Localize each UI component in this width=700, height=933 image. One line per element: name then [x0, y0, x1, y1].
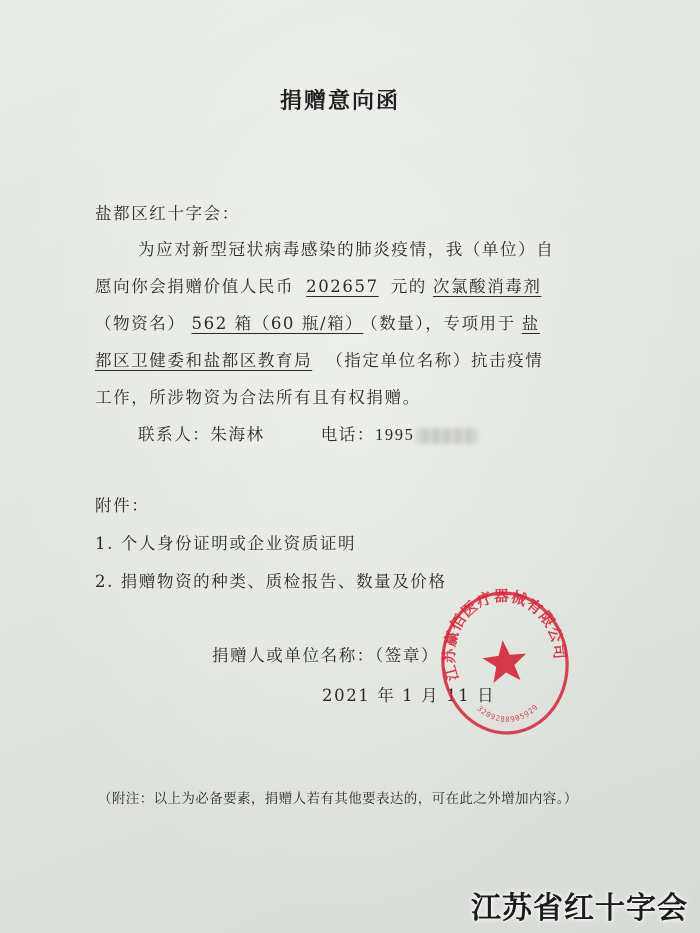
body-line-3-prefix: （物资名）: [95, 314, 186, 333]
body-line-1-text: 为应对新型冠状病毒感染的肺炎疫情，我（单位）自: [138, 240, 555, 259]
attachment-item: 2. 捐赠物资的种类、质检报告、数量及价格: [95, 572, 447, 591]
date-line: 2021 年 1 月 11 日: [322, 686, 496, 705]
body-line-2: [95, 273, 548, 297]
svg-text:3209280905929: [475, 698, 541, 727]
item-quantity: 562 箱（60 瓶/箱）: [191, 314, 364, 333]
donation-amount: 202657: [306, 277, 379, 296]
footnote: （附注：以上为必备要素，捐赠人若有其他要表达的，可在此之外增加内容。）: [98, 791, 578, 807]
document-title: 捐赠意向函: [279, 88, 400, 114]
item-name: 次氯酸消毒剂: [432, 277, 542, 296]
phone-redaction: [416, 428, 478, 444]
salutation: 盐都区红十字会：: [95, 204, 240, 223]
body-line-5: 工作，所涉物资为合法所有且有权捐赠。: [95, 388, 421, 407]
body-line-4-suffix: （指定单位名称）抗击疫情: [326, 351, 544, 370]
phone-label: 电话：: [320, 425, 376, 444]
contact-line: [138, 421, 478, 445]
body-line-2-prefix: 愿向你会捐赠价值人民币: [95, 277, 295, 296]
seal-star-icon: [481, 638, 529, 684]
body-line-3: [95, 310, 546, 334]
body-line-1: [138, 236, 554, 260]
seal-code: 3209280905929: [475, 702, 540, 724]
recipient-part-1: 盐: [521, 314, 540, 333]
recipient-part-2: 都区卫健委和盐都区教育局: [95, 351, 313, 370]
body-line-2-mid: 元的: [390, 277, 427, 296]
body-line-3-mid: （数量），专项用于: [369, 314, 516, 333]
phone-number: 1995: [375, 425, 415, 444]
company-seal: [431, 581, 580, 744]
attachment-item: 1. 个人身份证明或企业资质证明: [95, 534, 357, 553]
contact-person: 联系人：朱海林: [138, 425, 265, 444]
attachments-heading: 附件：: [95, 496, 150, 515]
watermark: 江苏省红十字会: [471, 891, 688, 926]
signature-label: 捐赠人或单位名称：（签章）: [212, 646, 440, 665]
body-line-4: [95, 347, 543, 371]
seal-name: 江苏赢佰医疗器械有限公司: [440, 586, 569, 683]
